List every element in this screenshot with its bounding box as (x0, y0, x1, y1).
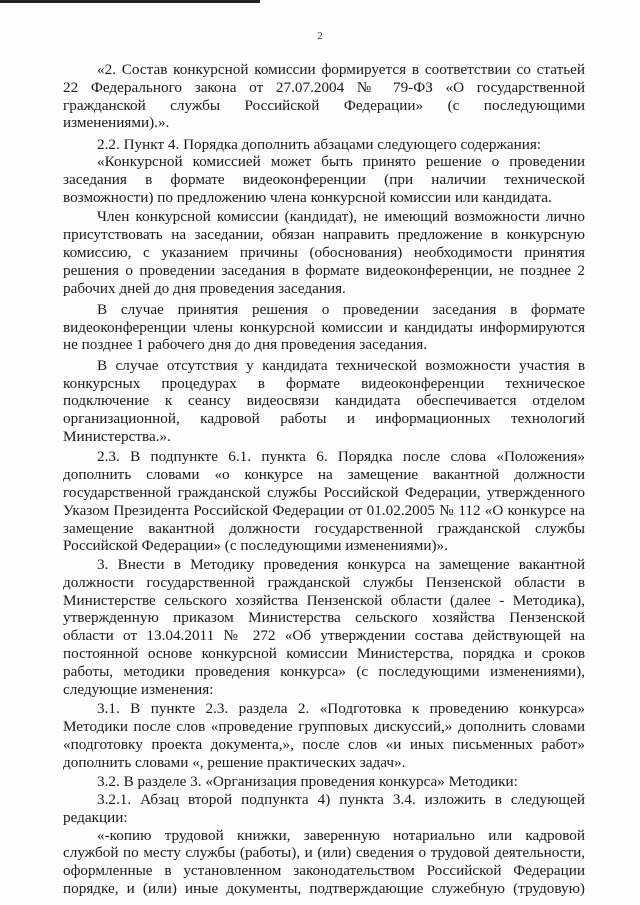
text-line: Министерстве сельского хозяйства Пензенской области (далее - Методика), (63, 591, 585, 609)
text-line: порядке, и (или) иные документы, подтверждающие служебную (трудовую) (63, 880, 585, 897)
text-line: присутствовать на заседании, обязан направить предложение в конкурсную (63, 226, 585, 244)
text-line: 2.3. В подпункте 6.1. пункта 6. Порядка после слова «Положения» (97, 448, 585, 466)
text-line: Российской Федерации» (с последующими изменениями)». (63, 537, 448, 555)
text-line: 3.2.1. Абзац второй подпункта 4) пункта 3.4. изложить в следующей (97, 790, 585, 808)
text-line: изменениями).». (63, 114, 170, 132)
text-line: 2.2. Пункт 4. Порядка дополнить абзацами следующего содержания: (97, 135, 542, 153)
text-line: рабочих дней до дня проведения заседания. (63, 279, 346, 297)
text-line: заседания в формате видеоконференции (при наличии технической (63, 171, 585, 189)
text-line: видеоконференции члены конкурсной комиссии и кандидаты информируются (63, 318, 585, 336)
text-line: «2. Состав конкурсной комиссии формируется в соответствии со статьей (97, 61, 585, 78)
text-line: должности государственной гражданской службы Пензенской области в (63, 573, 585, 591)
text-line: постоянной основе конкурсной комиссии Министерства, порядка и сроков (63, 645, 585, 663)
text-line: 3.2. В разделе 3. «Организация проведения конкурса» Методики: (97, 773, 518, 791)
text-line: Член конкурсной комиссии (кандидат), не имеющий возможности лично (97, 208, 585, 226)
text-line: «-копию трудовой книжки, заверенную нотариально или кадровой (97, 826, 585, 844)
text-line: конкурсных процедурах в формате видеоконференции техническое (63, 374, 585, 392)
text-line: комиссию, с указанием причины (обоснования) необходимости принятия (63, 244, 585, 262)
text-line: Методики после слов «проведение групповых дискуссий,» дополнить словами (63, 717, 585, 735)
text-line: Указом Президента Российской Федерации от 01.02.2005 № 112 «О конкурсе на (63, 501, 585, 519)
text-line: 22 Федерального закона от 27.07.2004 № 79-ФЗ «О государственной (63, 78, 585, 96)
text-line: В случае отсутствия у кандидата технической возможности участия в (97, 356, 585, 374)
text-line: дополнить словами «, решение практических задач». (63, 753, 406, 771)
text-line: не позднее 1 рабочего дня до дня проведения заседания. (63, 336, 428, 354)
text-line: оформленные в установленном законодательством Российской Федерации (63, 862, 585, 880)
text-line: организационной, кадровой работы и информационных технологий (63, 410, 585, 428)
text-line: «Конкурсной комиссией может быть принято решение о проведении (97, 153, 585, 171)
text-line: «подготовку проекта документа,», после слов «и иных письменных работ» (63, 735, 585, 753)
text-line: возможности) по предложению члена конкурсной комиссии или кандидата. (63, 188, 552, 206)
page-number: 2 (317, 30, 323, 42)
text-line: Министерства.». (63, 427, 171, 445)
text-line: государственной гражданской службы Российской Федерации, утвержденного (63, 483, 585, 501)
text-line: подключение к сеансу видеосвязи кандидата обеспечивается отделом (63, 392, 585, 410)
text-line: утвержденную приказом Министерства сельского хозяйства Пензенской (63, 609, 585, 627)
text-line: области от 13.04.2011 № 272 «Об утверждении состава действующей на (63, 627, 585, 645)
text-line: службой по месту службы (работы), и (или) сведения о трудовой деятельности, (63, 844, 585, 862)
top-rule (0, 0, 260, 3)
text-line: В случае принятия решения о проведении заседания в формате (97, 300, 585, 318)
text-line: 3. Внести в Методику проведения конкурса на замещение вакантной (97, 555, 585, 573)
text-line: дополнить словами «о конкурсе на замещение вакантной должности (63, 466, 585, 484)
text-line: следующие изменения: (63, 680, 214, 698)
text-line: редакции: (63, 808, 128, 826)
text-line: гражданской службы Российской Федерации» (с последующими (63, 96, 585, 114)
text-line: решения о проведении заседания в формате видеоконференции, не позднее 2 (63, 261, 585, 279)
text-line: 3.1. В пункте 2.3. раздела 2. «Подготовка к проведению конкурса» (97, 700, 585, 718)
text-line: замещение вакантной должности государственной гражданской службы (63, 519, 585, 537)
text-line: работы, методики проведения конкурса» (с последующими изменениями), (63, 662, 585, 680)
